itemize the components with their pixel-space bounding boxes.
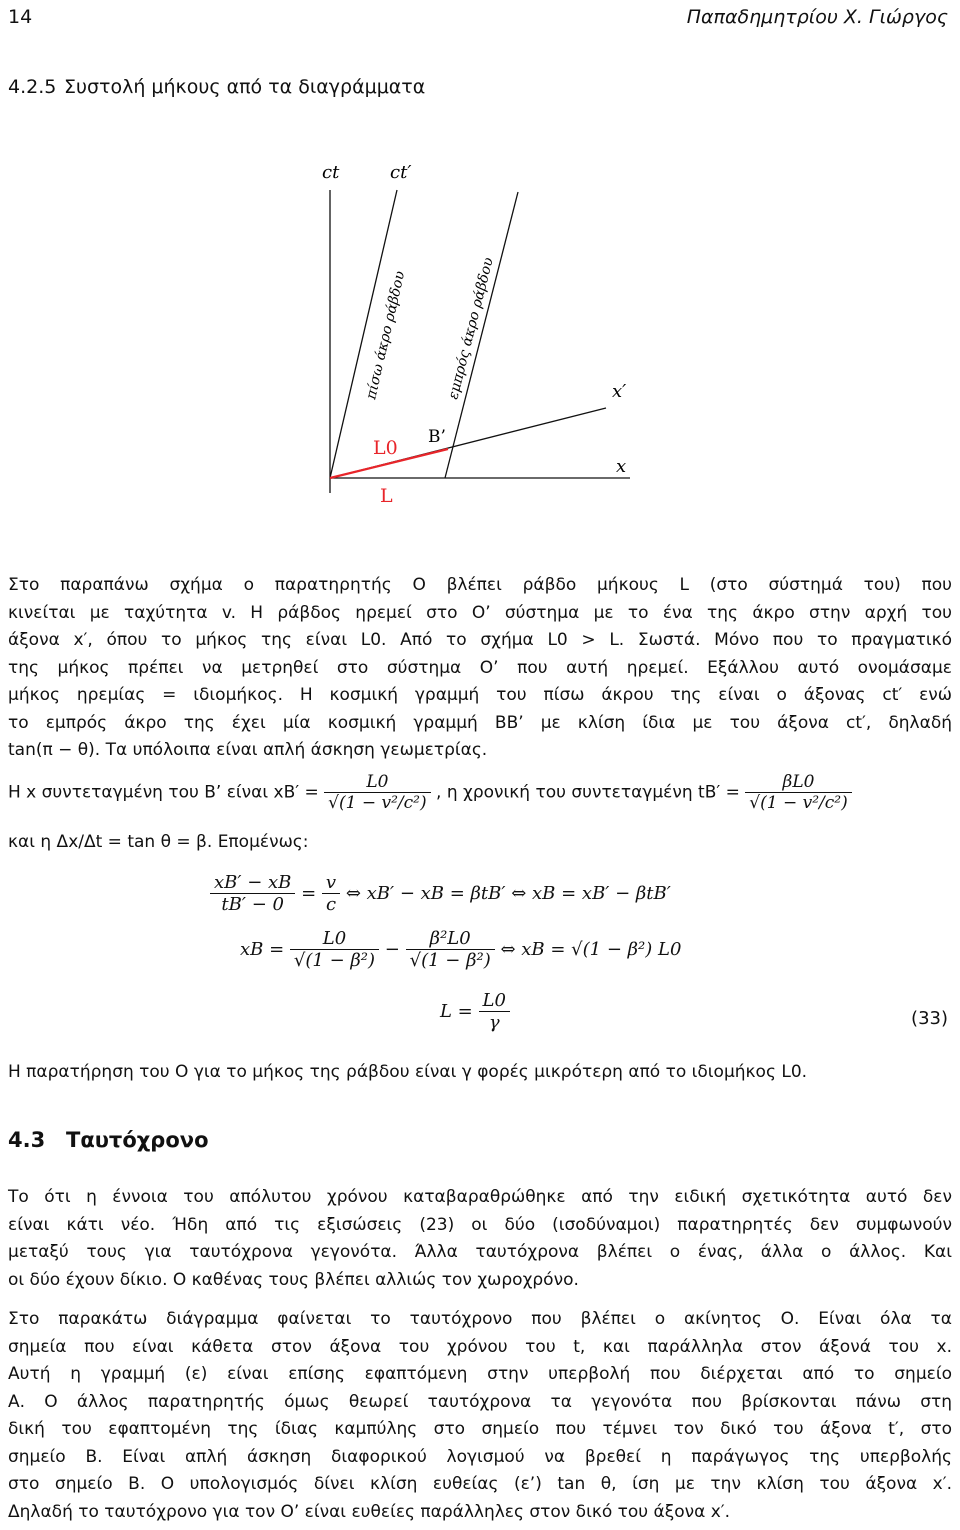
paragraph-simultaneity-diagram — [8, 1306, 952, 1526]
equation-xb — [240, 928, 681, 971]
text-line: οι δύο έχουν δίκιο. Ο καθένας τους βλέπει αλλιώς τον χωροχρόνο. — [8, 1269, 579, 1290]
section-title: Ταυτόχρονο — [66, 1128, 209, 1152]
fraction-denominator: √(1 − β²) — [293, 950, 376, 971]
front-end-label: εμπρός άκρο ράβδου — [445, 255, 497, 401]
text-line: σημεία που είναι κάθετα στον άξονα του χρόνου του t, και παράλληλα στον άξονά του x. — [8, 1336, 952, 1357]
back-end-label: πίσω άκρο ράβδου — [363, 269, 409, 401]
fraction-denominator: √(1 − v²/c²) — [328, 793, 427, 813]
fraction-denominator: √(1 − β²) — [409, 950, 491, 971]
equation-velocity-relation: $\frac{xB' - xB}{tB' - 0}$ = $\frac{v}{c}$ ⇔ xB′ − xB = βtB′ ⇔ xB = xB′ − βtB′ — [210, 872, 671, 915]
fraction-denominator: √(1 − v²/c²) — [749, 793, 848, 813]
text-line: tan(π − θ). Τα υπόλοιπα είναι απλή άσκηση γεωμετρίας. — [8, 740, 488, 760]
text-line: Το ότι η έννοια του απόλυτου χρόνου καταβαραθρώθηκε από την ειδική σχετικότητα αυτό δεν — [8, 1187, 952, 1207]
fraction-l0-over-gamma — [479, 990, 510, 1033]
fraction-numerator: L0 — [479, 990, 510, 1012]
equation-rest: ⇔ xB′ − xB = βtB′ ⇔ xB = xB′ − βtB′ — [345, 883, 671, 904]
text-line: άξονα x′, όπου το μήκος της είναι L0. Από το σχήμα L0 > L. Σωστά. Μόνο που το πραγματικό — [8, 630, 952, 650]
text-line: κινείται με ταχύτητα v. Η ράβδος ηρεμεί στο Ο’ σύστημα με το ένα της άκρο στην αρχή του — [8, 602, 952, 623]
text-line: δική του εφαπτομένη της ίδιας καμπύλης στο σημείο που τέμνει τον δικό του άξονα t′, στο — [8, 1419, 952, 1439]
equation-length-gamma — [440, 990, 510, 1033]
x-axis-label: x — [616, 456, 627, 477]
text-line: Στο παρακάτω διάγραμμα φαίνεται το ταυτόχρονο που βλέπει ο ακίνητος Ο. Είναι όλα τα — [8, 1309, 952, 1329]
running-header-author: Παπαδημητρίου Χ. Γιώργος — [686, 6, 948, 28]
text-line: Στο παραπάνω σχήμα ο παρατηρητής Ο βλέπει ράβδο μήκους L (στο σύστημά του) που — [8, 575, 952, 595]
section-heading-4-3 — [8, 1128, 209, 1152]
fraction-lhs — [210, 872, 295, 915]
text-line: Δηλαδή το ταυτόχρονο για τον Ο’ είναι ευθείες παράλληλες στον δικό του άξονα x′. — [8, 1501, 731, 1522]
fraction-numerator: β²L0 — [406, 928, 495, 950]
length-l-label: L — [380, 485, 393, 507]
event-b-prime-label: B’ — [428, 427, 446, 447]
text-line: στο σημείο Β. Ο υπολογισμός δίνει κλίση ευθείας (ε’) tan θ, ίση με την κλίση του άξονα x′. — [8, 1474, 952, 1494]
x-prime-axis-label: x′ — [612, 381, 627, 402]
coords-text-2: , η χρονική του συντεταγμένη tB′ = — [436, 782, 740, 803]
front-end-worldline — [445, 192, 518, 478]
text-line: της μήκος πρέπει να μετρηθεί στο σύστημα Ο’ που αυτή ηρεμεί. Εξάλλου αυτό ονομάσαμε — [8, 657, 952, 678]
fraction-first-term — [290, 928, 379, 971]
fraction-v-over-c — [322, 872, 340, 915]
paragraph-length-contraction — [8, 572, 952, 765]
fraction-denominator: γ — [488, 1012, 500, 1033]
text-line: σημείο Β. Είναι απλή άσκηση διαφορικού λογισμού να βρεθεί η παράγωγος της υπερβολής — [8, 1446, 952, 1467]
text-line: μήκος ηρεμίας = ιδιομήκος. Η κοσμική γραμμή του πίσω άκρου της είναι ο άξονας ct′ ενώ — [8, 685, 952, 705]
fraction-xb-prime — [324, 772, 430, 813]
paragraph-simultaneity-intro — [8, 1184, 952, 1294]
equation-rest: ⇔ xB = √(1 − β²) L0 — [500, 939, 682, 960]
equation-lhs: L = — [440, 1001, 473, 1022]
spacetime-diagram — [300, 150, 660, 510]
fraction-tb-prime — [745, 772, 851, 813]
coords-text-1: Η x συντεταγμένη του Β’ είναι xB′ = — [8, 782, 319, 803]
fraction-numerator: L0 — [324, 772, 430, 793]
equation-number: (33) — [911, 1008, 948, 1029]
ct-prime-axis-label: ct′ — [390, 162, 412, 183]
conclusion-sentence: Η παρατήρηση του Ο για το μήκος της ράβδου είναι γ φορές μικρότερη από το ιδιομήκος L0. — [8, 1062, 808, 1082]
minus-sign: − — [384, 939, 400, 960]
section-number: 4.2.5 — [8, 76, 57, 98]
equation-lhs: xB = — [240, 939, 285, 960]
text-line: Αυτή η γραμμή (ε) είναι επίσης εφαπτόμενη στην υπερβολή που διέρχεται από το σημείο — [8, 1364, 952, 1384]
fraction-denominator: tB′ − 0 — [221, 894, 284, 915]
coordinates-statement — [8, 772, 958, 813]
text-line: Α. Ο άλλος παρατηρητής όμως θεωρεί ταυτόχρονα τα γεγονότα που βρίσκονται πάνω στη — [8, 1391, 952, 1412]
section-title: Συστολή μήκους από τα διαγράμματα — [64, 76, 426, 98]
rest-length-label: L0 — [373, 437, 398, 459]
fraction-numerator: βL0 — [745, 772, 851, 793]
fraction-numerator: v — [322, 872, 340, 894]
text-line: είναι κάτι νέο. Ήδη από τις εξισώσεις (23) οι δύο (ισοδύναμοι) παρατηρητές δεν συμφωνούν — [8, 1214, 952, 1235]
fraction-numerator: xB′ − xB — [210, 872, 295, 894]
text-line: μεταξύ τους για ταυτόχρονα γεγονότα. Άλλα ταυτόχρονα βλέπει ο ένας, άλλα ο άλλος. Και — [8, 1242, 952, 1262]
derivation-intro: και η Δx/Δt = tan θ = β. Επομένως: — [8, 832, 309, 852]
section-heading-4-2-5 — [8, 76, 425, 98]
ct-axis-label: ct — [322, 162, 340, 183]
fraction-numerator: L0 — [290, 928, 379, 950]
page-number: 14 — [8, 6, 33, 28]
fraction-denominator: c — [325, 894, 337, 915]
text-line: το εμπρός άκρο της έχει μία κοσμική γραμμή ΒΒ’ με κλίση ίδια με του άξονα ct′, δηλαδή — [8, 712, 952, 733]
fraction-second-term — [406, 928, 495, 971]
section-number: 4.3 — [8, 1128, 46, 1152]
